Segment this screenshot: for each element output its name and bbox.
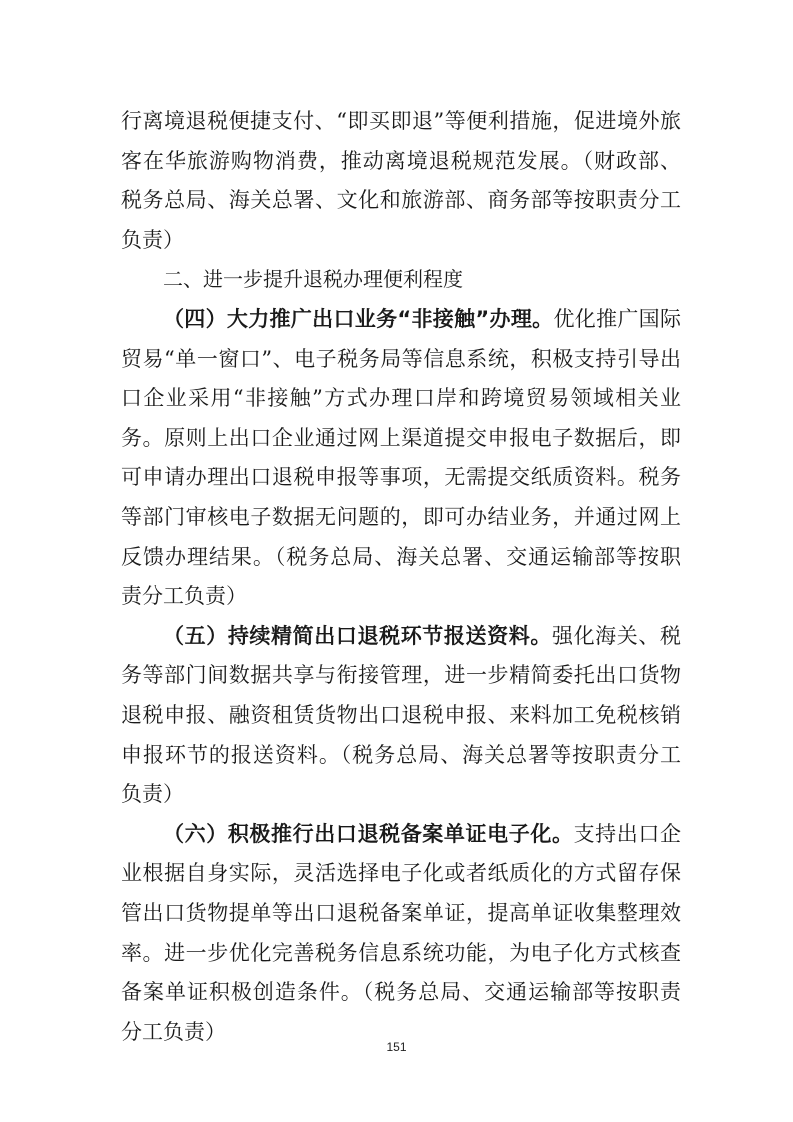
section-heading: 二、进一步提升退税办理便利程度 [163, 267, 463, 292]
text-line: 业根据自身实际，灵活选择电子化或者纸质化的方式留存保 [121, 861, 681, 886]
text-line: 反馈办理结果。（税务总局、海关总署、交通运输部等按职 [121, 544, 681, 569]
text-line: 口企业采用“非接触”方式办理口岸和跨境贸易领域相关业 [121, 386, 681, 411]
text-line: 负责） [121, 227, 184, 252]
text-line: 分工负责） [121, 1019, 226, 1044]
text-line: 务。原则上出口企业通过网上渠道提交申报电子数据后，即 [121, 425, 681, 450]
text-line: 可申请办理出口退税申报等事项，无需提交纸质资料。税务 [121, 465, 681, 490]
item4-title: （四）大力推广出口业务“非接触”办理。 [163, 307, 554, 331]
text-line: 税务总局、海关总署、文化和旅游部、商务部等按职责分工 [121, 188, 681, 213]
text-line: 责分工负责） [121, 584, 247, 609]
item5-first-line [163, 622, 681, 650]
text-line: 申报环节的报送资料。（税务总局、海关总署等按职责分工 [121, 742, 681, 767]
item4-first-line [163, 305, 681, 333]
item6-title: （六）积极推行出口退税备案单证电子化。 [163, 821, 574, 846]
text-line: 务等部门间数据共享与衔接管理，进一步精简委托出口货物 [121, 663, 681, 688]
text-line: 负责） [121, 782, 184, 807]
text-line: 率。进一步优化完善税务信息系统功能，为电子化方式核查 [121, 940, 681, 965]
text-line: 退税申报、融资租赁货物出口退税申报、来料加工免税核销 [121, 703, 681, 727]
item6-first-line [163, 820, 681, 848]
page-number: 151 [386, 1040, 407, 1054]
text-line: 备案单证积极创造条件。（税务总局、交通运输部等按职责 [121, 980, 681, 1005]
text-line: 客在华旅游购物消费，推动离境退税规范发展。（财政部、 [121, 148, 681, 173]
item5-title: （五）持续精简出口退税环节报送资料。 [163, 623, 552, 648]
item6-first-rest: 支持出口企 [573, 821, 681, 846]
item4-first-rest: 优化推广国际 [553, 307, 681, 331]
item5-first-rest: 强化海关、税 [551, 623, 681, 648]
text-line: 管出口货物提单等出口退税备案单证，提高单证收集整理效 [121, 901, 681, 925]
text-line: 等部门审核电子数据无问题的，即可办结业务，并通过网上 [121, 505, 681, 529]
text-line: 行离境退税便捷支付、“即买即退”等便利措施，促进境外旅 [121, 109, 681, 133]
text-line: 贸易“单一窗口”、电子税务局等信息系统，积极支持引导出 [121, 346, 681, 371]
